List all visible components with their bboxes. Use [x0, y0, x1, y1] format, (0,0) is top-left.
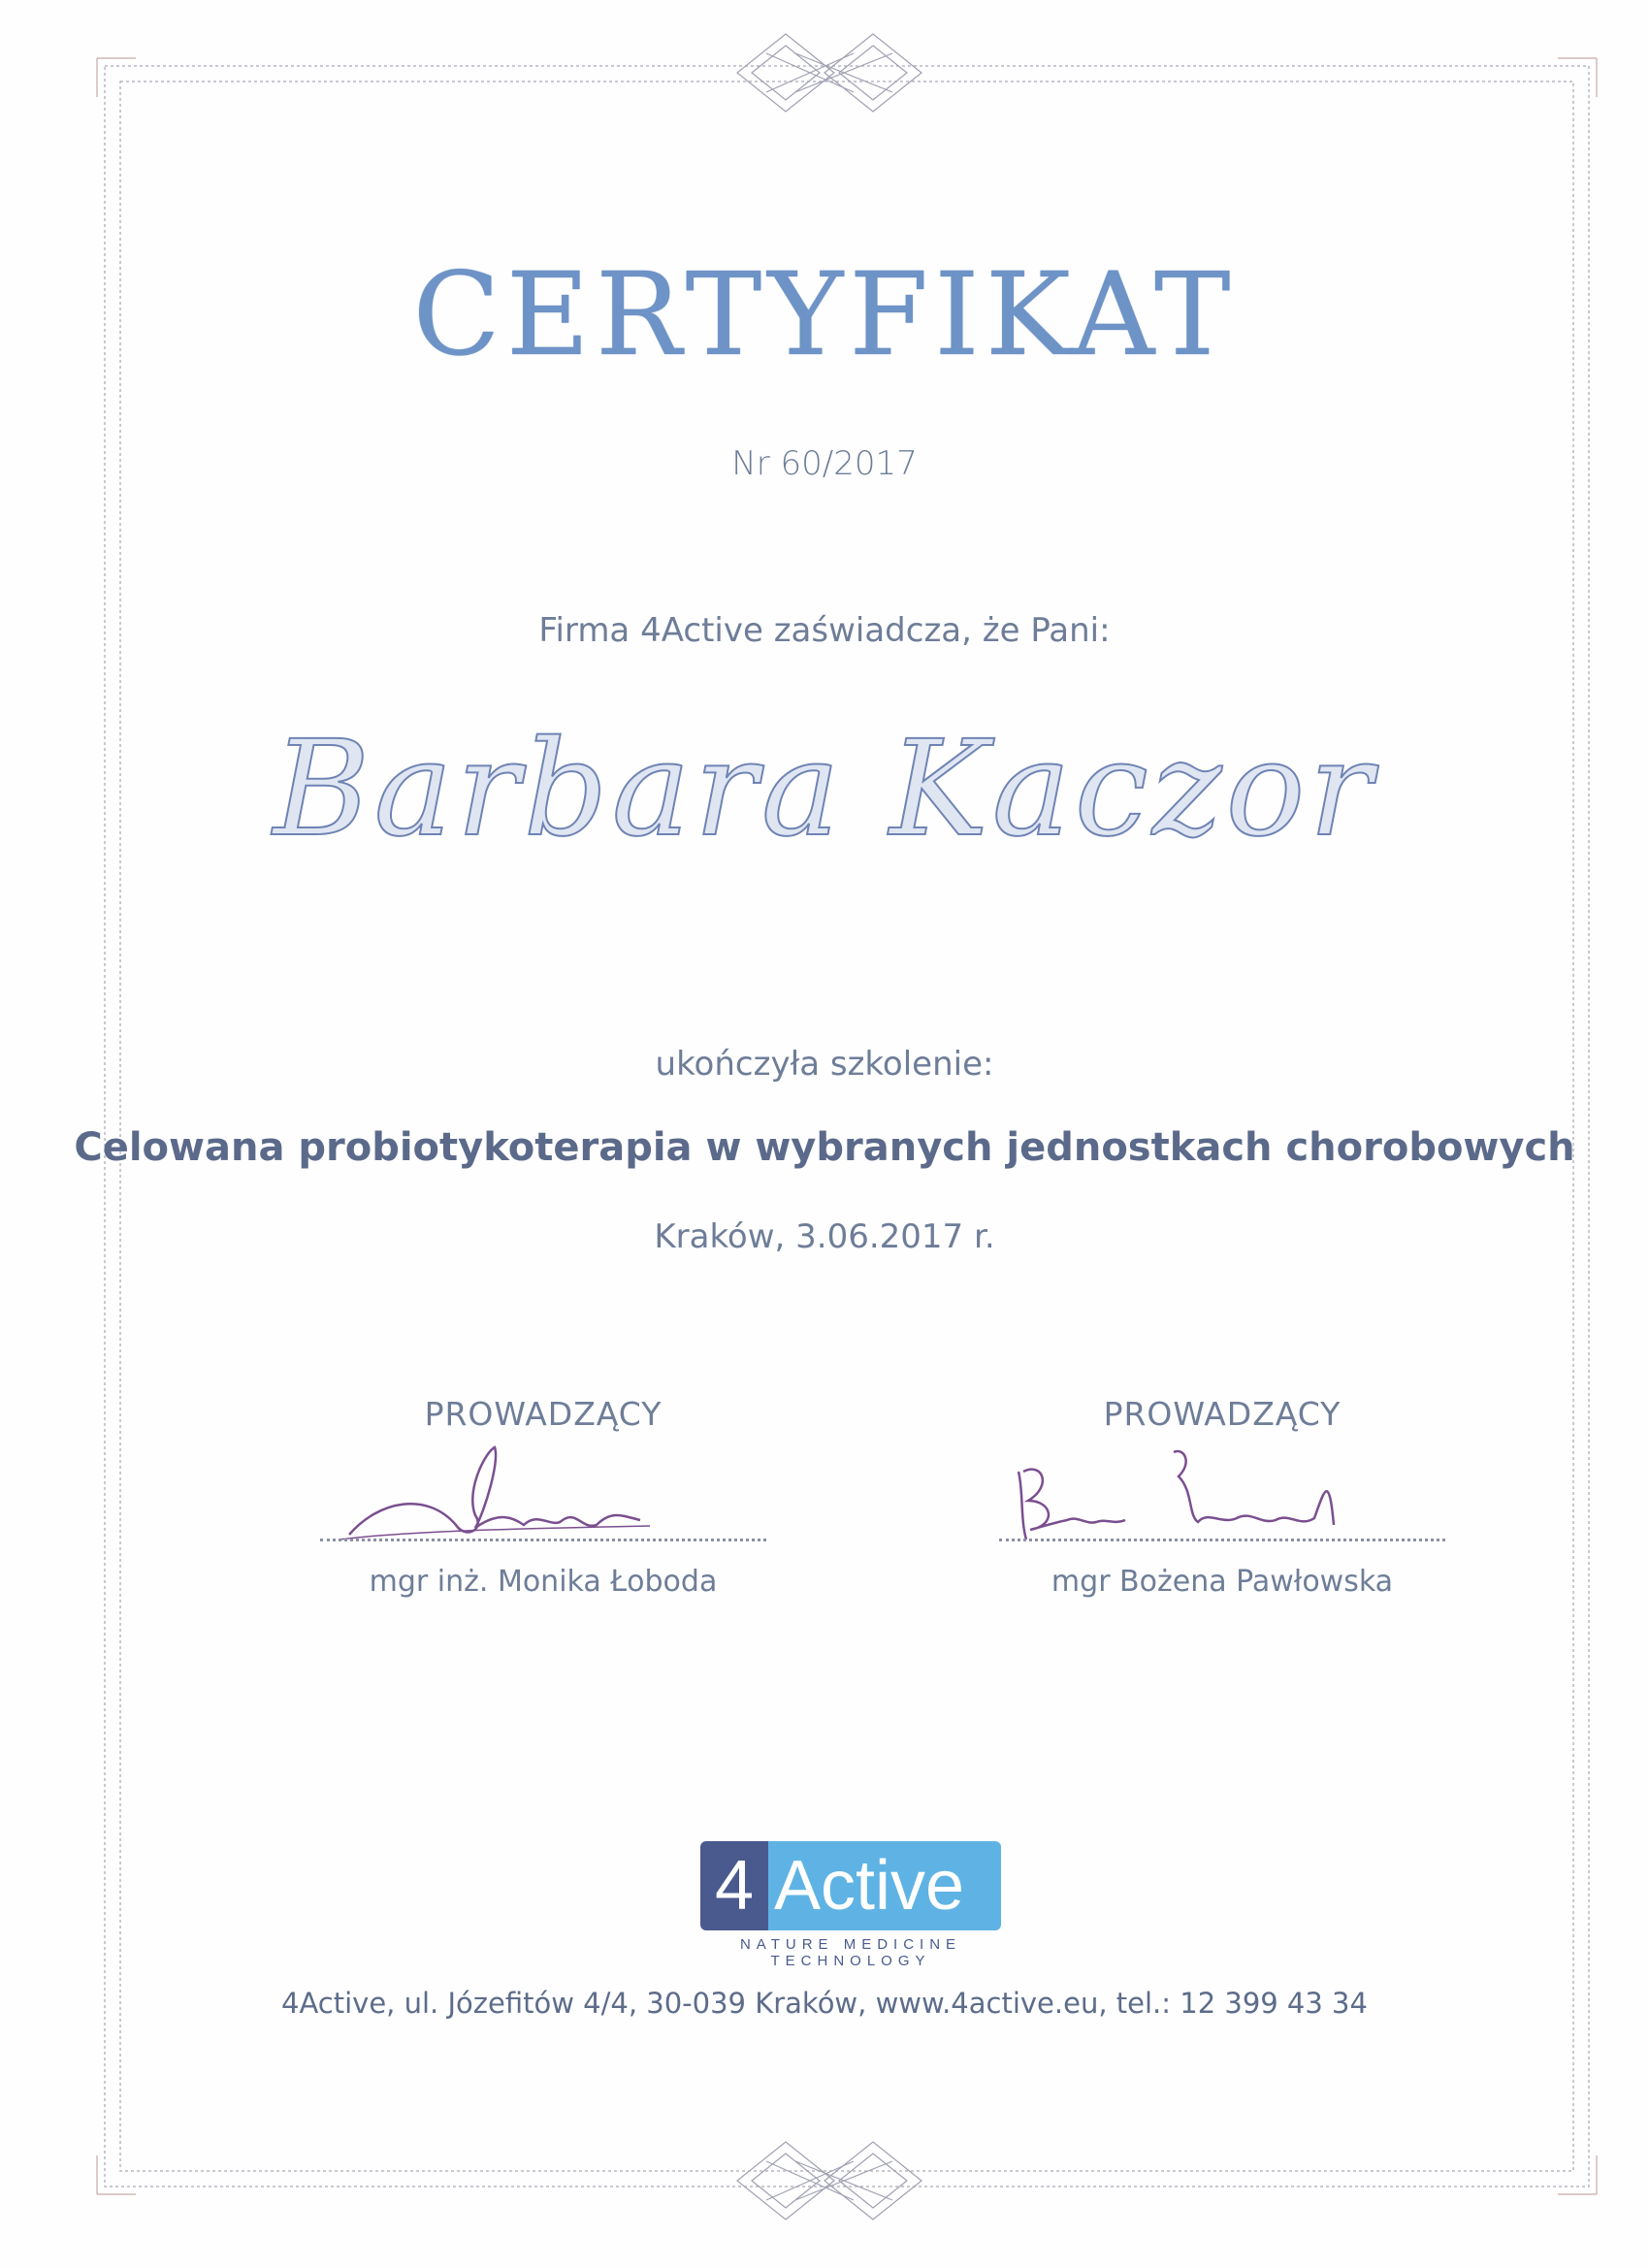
company-logo: [700, 1841, 1001, 1930]
logo-tagline: NATURE MEDICINE TECHNOLOGY: [739, 1936, 962, 1969]
logo-word: Active: [768, 1841, 1001, 1930]
logo-digit: 4: [700, 1841, 768, 1930]
signatory-role: PROWADZĄCY: [1103, 1395, 1342, 1433]
place-and-date: Kraków, 3.06.2017 r.: [654, 1217, 995, 1256]
bottom-diamond-ornament: [737, 2142, 922, 2219]
recipient-name: Barbara Kaczor: [273, 713, 1376, 866]
signature-block-left: [291, 1395, 795, 1599]
signatory-name: mgr Bożena Pawłowska: [1051, 1565, 1394, 1599]
signature-line: [999, 1433, 1445, 1559]
completed-statement: ukończyła szkolenie:: [655, 1045, 994, 1084]
signatory-name: mgr inż. Monika Łoboda: [369, 1565, 718, 1599]
certificate-title: CERTYFIKAT: [412, 247, 1237, 381]
footer-address: 4Active, ul. Józefitów 4/4, 30-039 Kraków, www.4active.eu, tel.: 12 399 43 34: [281, 1987, 1368, 2020]
signature-line: [320, 1433, 766, 1559]
top-diamond-ornament: [737, 34, 922, 112]
course-title: Celowana probiotykoterapia w wybranych jednostkach chorobowych: [74, 1125, 1575, 1170]
signatory-role: PROWADZĄCY: [424, 1395, 663, 1433]
intro-statement: Firma 4Active zaświadcza, że Pani:: [538, 611, 1111, 650]
certificate-number: Nr 60/2017: [731, 444, 918, 483]
signature-block-right: [970, 1395, 1474, 1599]
